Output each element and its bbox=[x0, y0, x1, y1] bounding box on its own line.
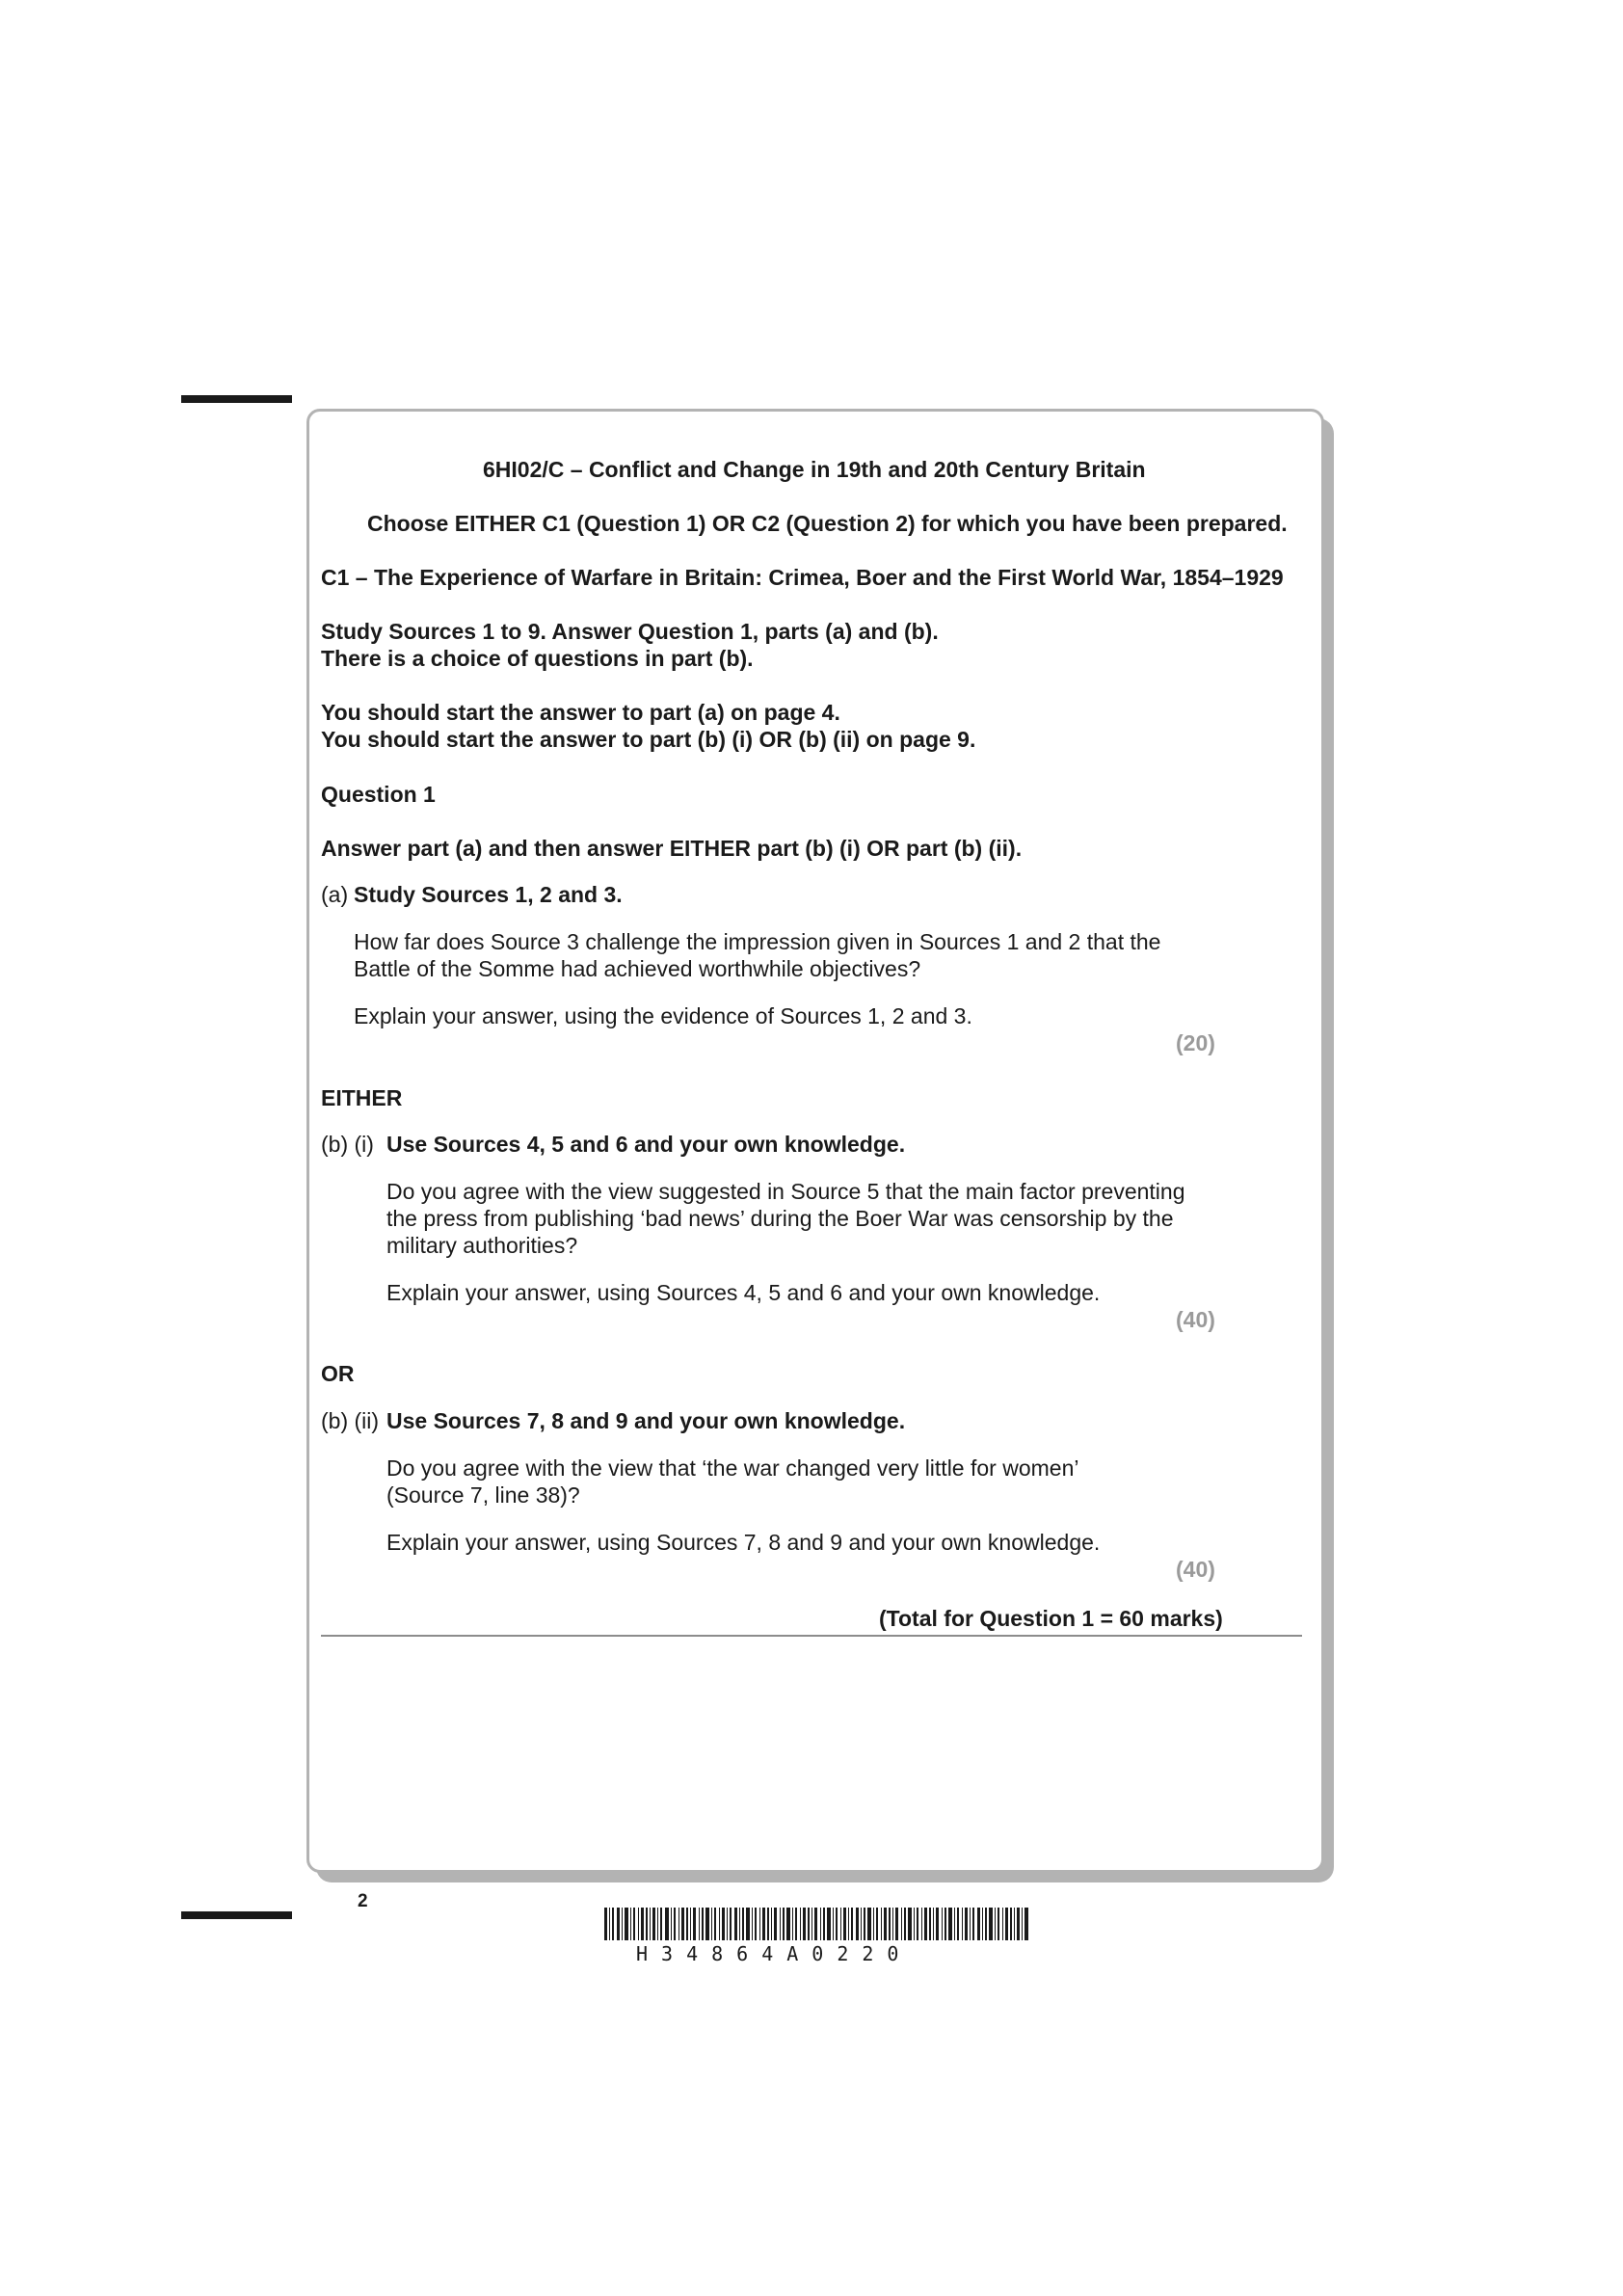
part-b-i-question-line: the press from publishing ‘bad news’ during the Boer War was censorship by the bbox=[386, 1206, 1174, 1231]
part-b-i-question-line: Do you agree with the view suggested in Source 5 that the main factor preventing bbox=[386, 1179, 1185, 1204]
part-b-i-sources: Use Sources 4, 5 and 6 and your own knowledge. bbox=[386, 1132, 906, 1157]
total-rule bbox=[321, 1635, 1302, 1637]
start-a-instruction: You should start the answer to part (a) on page 4. bbox=[321, 700, 840, 725]
part-a-question-line: How far does Source 3 challenge the impression given in Sources 1 and 2 that the bbox=[354, 929, 1161, 954]
part-b-ii-label: (b) (ii) bbox=[321, 1408, 380, 1433]
total-marks: (Total for Question 1 = 60 marks) bbox=[879, 1606, 1223, 1631]
part-b-ii-explain: Explain your answer, using Sources 7, 8 and 9 and your own knowledge. bbox=[386, 1530, 1101, 1555]
paper-title: 6HI02/C – Conflict and Change in 19th and 20th Century Britain bbox=[483, 457, 1146, 482]
part-b-ii-marks: (40) bbox=[1176, 1557, 1215, 1582]
or-label: OR bbox=[321, 1361, 355, 1386]
start-b-instruction: You should start the answer to part (b) (i) OR (b) (ii) on page 9. bbox=[321, 727, 976, 752]
part-b-ii-question-line: Do you agree with the view that ‘the war changed very little for women’ bbox=[386, 1455, 1079, 1481]
barcode-number: H34864A0220 bbox=[636, 1942, 913, 1965]
question-heading: Question 1 bbox=[321, 782, 436, 807]
part-b-ii-question-line: (Source 7, line 38)? bbox=[386, 1482, 580, 1508]
choose-instruction: Choose EITHER C1 (Question 1) OR C2 (Question 2) for which you have been prepared. bbox=[367, 511, 1288, 536]
part-a-label: (a) bbox=[321, 882, 349, 907]
part-b-i-question-line: military authorities? bbox=[386, 1233, 578, 1258]
page-number: 2 bbox=[358, 1891, 368, 1911]
part-b-i-marks: (40) bbox=[1176, 1307, 1215, 1332]
barcode bbox=[604, 1908, 1028, 1940]
either-label: EITHER bbox=[321, 1085, 403, 1110]
part-b-i-explain: Explain your answer, using Sources 4, 5 and 6 and your own knowledge. bbox=[386, 1280, 1101, 1305]
option-title: C1 – The Experience of Warfare in Britain: Crimea, Boer and the First World War, 1854–1929 bbox=[321, 565, 1284, 590]
part-a-question-line: Battle of the Somme had achieved worthwhile objectives? bbox=[354, 956, 921, 981]
part-a-sources: Study Sources 1, 2 and 3. bbox=[354, 882, 623, 907]
registration-mark-top bbox=[181, 395, 292, 403]
study-instruction: Study Sources 1 to 9. Answer Question 1, parts (a) and (b). bbox=[321, 619, 939, 644]
part-b-i-label: (b) (i) bbox=[321, 1132, 374, 1157]
choice-instruction: There is a choice of questions in part (b). bbox=[321, 646, 754, 671]
part-a-marks: (20) bbox=[1176, 1030, 1215, 1055]
part-a-explain: Explain your answer, using the evidence of Sources 1, 2 and 3. bbox=[354, 1003, 972, 1028]
part-b-ii-sources: Use Sources 7, 8 and 9 and your own knowledge. bbox=[386, 1408, 906, 1433]
answer-instruction: Answer part (a) and then answer EITHER part (b) (i) OR part (b) (ii). bbox=[321, 836, 1023, 861]
registration-mark-bottom bbox=[181, 1911, 292, 1919]
